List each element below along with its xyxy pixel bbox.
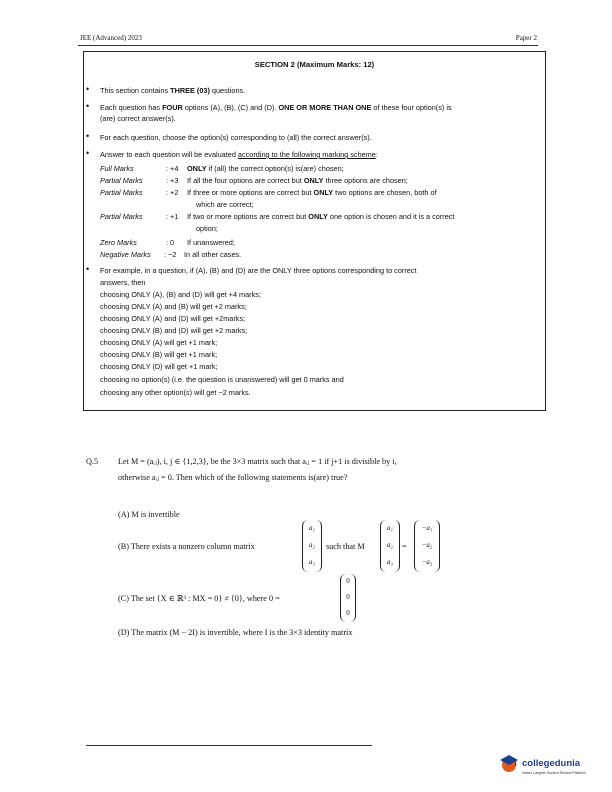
matrix-entry: a₃ xyxy=(387,558,393,566)
vector-neg-a-matrix xyxy=(414,520,440,572)
scheme-text: If two or more options are correct but ONLY one option is chosen and it is a correct xyxy=(187,212,455,221)
option-b-text: (B) There exists a nonzero column matrix xyxy=(118,542,255,551)
brand-tagline: India's Largest Student Review Platform xyxy=(522,771,586,775)
matrix-entry: a₂ xyxy=(387,541,393,549)
scheme-label-partial: Partial Marks xyxy=(100,176,143,185)
example-line: choosing no option(s) (i.e. the question is unanswered) will get 0 marks and xyxy=(100,375,344,384)
example-line: choosing ONLY (A), (B) and (D) will get +4 marks; xyxy=(100,290,261,299)
scheme-sep: : +1 xyxy=(166,212,179,221)
vector-a-matrix xyxy=(302,520,322,572)
bullet-4: Answer to each question will be evaluated according to the following marking scheme: xyxy=(100,150,378,159)
equals-sign: = xyxy=(402,542,407,551)
bullet-dot: • xyxy=(86,264,90,274)
option-a: (A) M is invertible xyxy=(118,510,180,519)
example-line: choosing ONLY (A) and (D) will get +2marks; xyxy=(100,314,246,323)
scheme-label-partial: Partial Marks xyxy=(100,212,143,221)
zero-vector-matrix xyxy=(340,574,356,622)
matrix-entry: −a₁ xyxy=(421,524,433,532)
option-d: (D) The matrix (M − 2I) is invertible, where I is the 3×3 identity matrix xyxy=(118,628,353,637)
scheme-text: If unanswered; xyxy=(187,238,235,247)
scheme-text-cont: option; xyxy=(196,224,218,233)
matrix-entry: 0 xyxy=(346,593,350,601)
example-line: choosing ONLY (A) will get +1 mark; xyxy=(100,338,218,347)
scheme-text: If all the four options are correct but ONLY three options are chosen; xyxy=(187,176,408,185)
bullet-2: Each question has FOUR options (A), (B), (C) and (D). ONE OR MORE THAN ONE of these four option(s) is xyxy=(100,103,452,112)
scheme-text: In all other cases. xyxy=(184,250,242,259)
scheme-sep: : +4 xyxy=(166,164,179,173)
matrix-entry: a₃ xyxy=(309,558,315,566)
header-left: JEE (Advanced) 2023 xyxy=(80,34,142,42)
matrix-entry: −a₂ xyxy=(421,541,433,549)
example-line: choosing ONLY (A) and (B) will get +2 marks; xyxy=(100,302,247,311)
matrix-entry: a₁ xyxy=(387,524,393,532)
example-line: choosing ONLY (D) will get +1 mark; xyxy=(100,362,218,371)
scheme-label-negative: Negative Marks xyxy=(100,250,151,259)
scheme-sep: : +2 xyxy=(166,188,179,197)
question-stem-2: otherwise aᵢⱼ = 0. Then which of the following statements is(are) true? xyxy=(118,473,348,482)
scheme-label-full: Full Marks xyxy=(100,164,134,173)
scheme-text: ONLY if (all) the correct option(s) is(are) chosen; xyxy=(187,164,344,173)
brand-name: collegedunia xyxy=(522,758,581,769)
scheme-label-partial: Partial Marks xyxy=(100,188,143,197)
option-b-text-2: such that M xyxy=(326,542,365,551)
bullet-3: For each question, choose the option(s) corresponding to (all) the correct answer(s). xyxy=(100,133,372,142)
example-line: choosing any other option(s) will get −2 marks. xyxy=(100,388,251,397)
footer-rule xyxy=(86,745,372,746)
bullet-dot: • xyxy=(86,84,90,94)
matrix-entry: −a₃ xyxy=(421,558,433,566)
example-line: choosing ONLY (B) will get +1 mark; xyxy=(100,350,218,359)
bullet-1: This section contains THREE (03) questions. xyxy=(100,86,246,95)
scheme-text-cont: which are correct; xyxy=(196,200,254,209)
example-line: choosing ONLY (B) and (D) will get +2 marks; xyxy=(100,326,248,335)
matrix-entry: 0 xyxy=(346,609,350,617)
scheme-label-zero: Zero Marks xyxy=(100,238,137,247)
question-stem-1: Let M = (aᵢⱼ), i, j ∈ {1,2,3}, be the 3×3 matrix such that aᵢⱼ = 1 if j+1 is divisible by i, xyxy=(118,457,397,466)
bullet-dot: • xyxy=(86,148,90,158)
example-line: answers, then xyxy=(100,278,146,287)
matrix-entry: a₁ xyxy=(309,524,315,532)
header-rule xyxy=(78,45,538,46)
scheme-sep: : −2 xyxy=(164,250,177,259)
bullet-2-line2: (are) correct answer(s). xyxy=(100,114,176,123)
scheme-sep: : 0 xyxy=(166,238,175,247)
matrix-entry: a₂ xyxy=(309,541,315,549)
scheme-text: If three or more options are correct but ONLY two options are chosen, both of xyxy=(187,188,437,197)
matrix-entry: 0 xyxy=(346,577,350,585)
example-line: For example, in a question, if (A), (B) and (D) are the ONLY three options corresponding to correct xyxy=(100,266,417,275)
section-title: SECTION 2 (Maximum Marks: 12) xyxy=(254,60,375,69)
bullet-dot: • xyxy=(86,101,90,111)
graduation-cap-icon xyxy=(498,752,520,774)
vector-a-matrix xyxy=(380,520,400,572)
question-number: Q.5 xyxy=(86,457,99,466)
header-right: Paper 2 xyxy=(515,34,537,42)
bullet-dot: • xyxy=(86,131,90,141)
option-c-text: (C) The set {X ∈ ℝ³ : MX = 0} ≠ {0}, where 0 = xyxy=(118,594,280,603)
scheme-sep: : +3 xyxy=(166,176,179,185)
